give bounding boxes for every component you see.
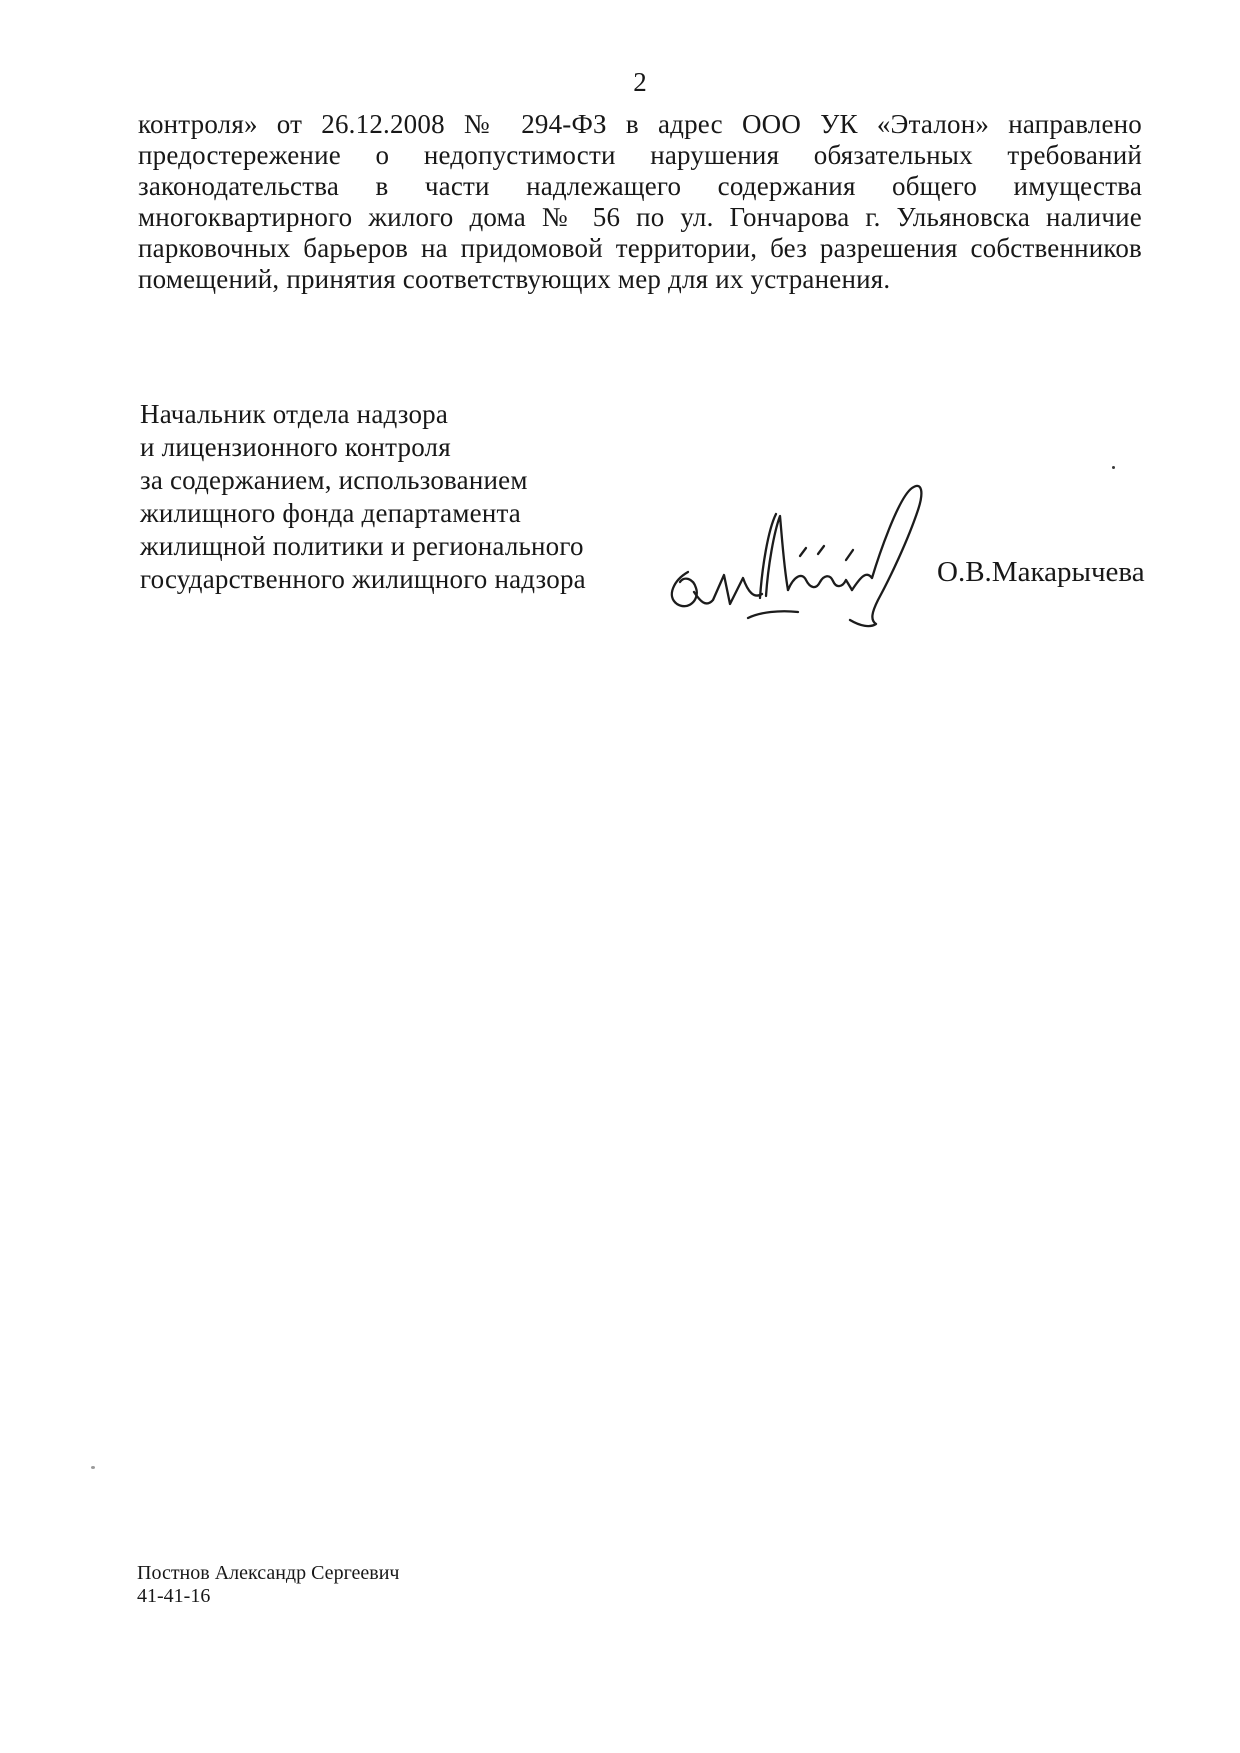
body-line: контроля» от 26.12.2008 № 294-ФЗ в адрес ООО УК «Эталон» направлено (138, 109, 1142, 139)
signatory-name: О.В.Макарычева (937, 556, 1145, 588)
scan-artifact-dot (1112, 466, 1115, 469)
scan-artifact-dot (91, 1466, 95, 1469)
body-line: помещений, принятия соответствующих мер для их устранения. (138, 264, 891, 294)
body-line: многоквартирного жилого дома № 56 по ул. Гончарова г. Ульяновска наличие (138, 202, 1142, 232)
body-line: парковочных барьеров на придомовой территории, без разрешения собственников (138, 233, 1142, 263)
signatory-title-line: жилищной политики и регионального (140, 531, 584, 561)
signatory-title (140, 398, 700, 596)
body-line: законодательства в части надлежащего содержания общего имущества (138, 171, 1142, 201)
signatory-title-line: за содержанием, использованием (140, 465, 528, 495)
body-line: предостережение о недопустимости нарушения обязательных требований (138, 140, 1142, 170)
page-number: 2 (633, 67, 647, 97)
handwritten-signature-icon (650, 468, 960, 638)
executor-name: Постнов Александр Сергеевич (137, 1562, 400, 1584)
body-paragraph (138, 109, 1142, 295)
signatory-title-line: Начальник отдела надзора (140, 399, 449, 429)
signatory-title-line: жилищного фонда департамента (140, 498, 521, 528)
signatory-title-line: и лицензионного контроля (140, 432, 451, 462)
executor-phone: 41-41-16 (137, 1585, 211, 1607)
executor-info (137, 1562, 399, 1608)
signatory-title-line: государственного жилищного надзора (140, 564, 586, 594)
